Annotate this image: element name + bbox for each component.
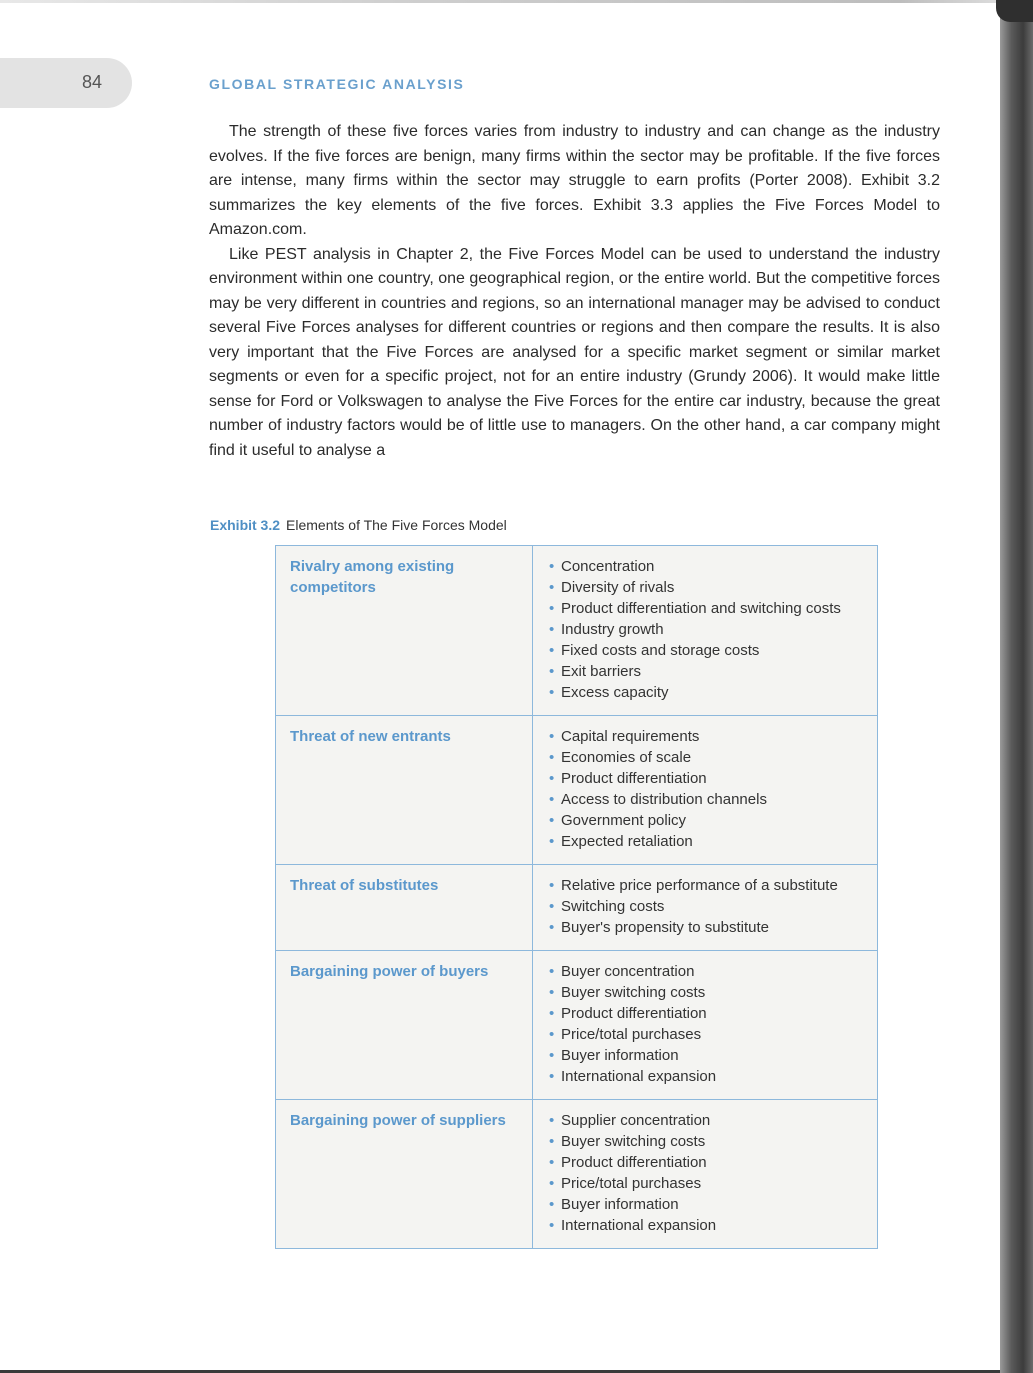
book-spine-cap <box>996 0 1033 22</box>
running-head: GLOBAL STRATEGIC ANALYSIS <box>209 76 465 92</box>
element-item: • Supplier concentration <box>547 1110 863 1131</box>
element-list <box>547 556 863 703</box>
element-item: • Exit barriers <box>547 661 863 682</box>
element-item: • Concentration <box>547 556 863 577</box>
force-row <box>276 546 878 716</box>
element-item: • Product differentiation <box>547 1003 863 1024</box>
element-item: • Switching costs <box>547 896 863 917</box>
element-item: • Product differentiation <box>547 1152 863 1173</box>
exhibit-caption <box>210 517 507 533</box>
force-elements <box>533 951 878 1100</box>
book-spine-edge <box>1000 0 1033 1373</box>
element-item: • Excess capacity <box>547 682 863 703</box>
force-elements <box>533 546 878 716</box>
paragraph: Like PEST analysis in Chapter 2, the Five Forces Model can be used to understand the industry environment within one country, one geographical region, or the entire world. But the competitive forces may be very different in countries and regions, so an international manager may be advised to conduct several Five Forces analyses for different countries or regions and then compare the results. It is also very important that the Five Forces are analysed for a specific market segment or similar market segments or even for a specific project, not for an entire industry (Grundy 2006). It would make little sense for Ford or Volkswagen to analyse the Five Forces for the entire car industry, because the great number of industry factors would be of little use to managers. On the other hand, a car company might find it useful to analyse a <box>209 245 940 459</box>
element-item: • Buyer switching costs <box>547 1131 863 1152</box>
element-item: • Capital requirements <box>547 726 863 747</box>
force-name: Threat of substitutes <box>276 865 533 951</box>
element-item: • Fixed costs and storage costs <box>547 640 863 661</box>
element-item: • Expected retaliation <box>547 831 863 852</box>
force-elements <box>533 716 878 865</box>
element-item: • Industry growth <box>547 619 863 640</box>
element-item: • Product differentiation and switching costs <box>547 598 863 619</box>
force-row <box>276 951 878 1100</box>
body-text <box>209 120 940 463</box>
five-forces-table <box>275 545 878 1249</box>
element-item: • Price/total purchases <box>547 1173 863 1194</box>
page-number: 84 <box>82 72 103 92</box>
force-elements <box>533 1100 878 1249</box>
exhibit-title: Elements of The Five Forces Model <box>286 517 507 533</box>
element-item: • Access to distribution channels <box>547 789 863 810</box>
force-row <box>276 865 878 951</box>
element-item: • Buyer's propensity to substitute <box>547 917 863 938</box>
element-item: • Buyer information <box>547 1194 863 1215</box>
paragraph: The strength of these five forces varies from industry to industry and can change as the industry evolves. If the five forces are benign, many firms within the sector may be profitable. If the five forces are intense, many firms within the sector may struggle to earn profits (Porter 2008). Exhibit 3.2 summarizes the key elements of the five forces. Exhibit 3.3 applies the Five Forces Model to Amazon.com. <box>209 123 940 238</box>
element-list <box>547 726 863 852</box>
element-item: • Diversity of rivals <box>547 577 863 598</box>
page-top-edge <box>0 0 1000 3</box>
element-item: • Buyer concentration <box>547 961 863 982</box>
force-row <box>276 716 878 865</box>
element-item: • Buyer information <box>547 1045 863 1066</box>
page-number-tab <box>0 58 132 108</box>
element-item: • Relative price performance of a substitute <box>547 875 863 896</box>
element-item: • International expansion <box>547 1066 863 1087</box>
element-item: • Buyer switching costs <box>547 982 863 1003</box>
force-name: Bargaining power of suppliers <box>276 1100 533 1249</box>
element-list <box>547 1110 863 1236</box>
element-item: • Economies of scale <box>547 747 863 768</box>
element-item: • Price/total purchases <box>547 1024 863 1045</box>
element-list <box>547 875 863 938</box>
force-row <box>276 1100 878 1249</box>
force-name: Rivalry among existing competitors <box>276 546 533 716</box>
element-list <box>547 961 863 1087</box>
exhibit-label: Exhibit 3.2 <box>210 517 281 533</box>
element-item: • Product differentiation <box>547 768 863 789</box>
element-item: • International expansion <box>547 1215 863 1236</box>
force-elements <box>533 865 878 951</box>
force-name: Bargaining power of buyers <box>276 951 533 1100</box>
force-name: Threat of new entrants <box>276 716 533 865</box>
element-item: • Government policy <box>547 810 863 831</box>
